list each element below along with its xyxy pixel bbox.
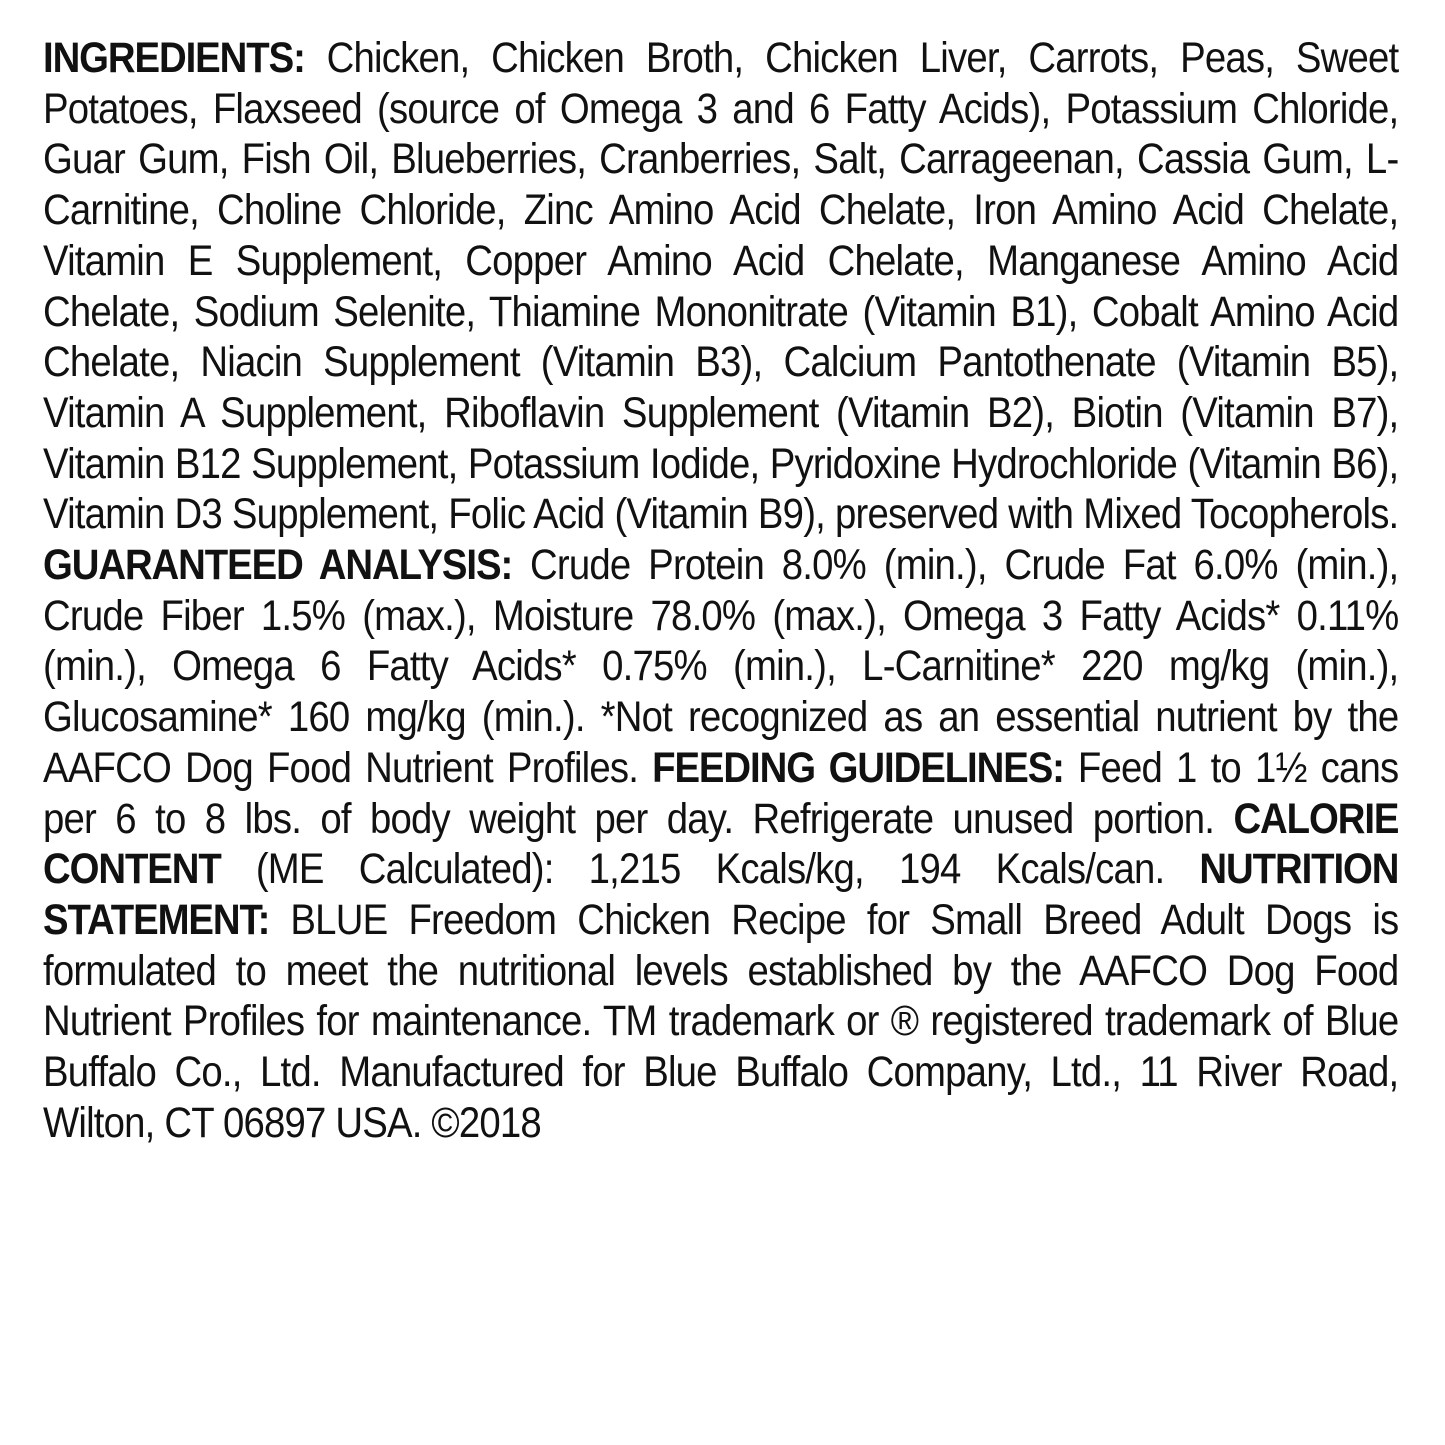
guaranteed-analysis-heading: GUARANTEED ANALYSIS: [43,541,513,590]
ingredients-text: Chicken, Chicken Broth, Chicken Liver, Carrots, Peas, Sweet Potatoes, Flaxseed (source of Omega 3 and 6 Fatty Acids), Potassium Chloride, Guar Gum, Fish Oil, Blueberries, Cranberries, Salt, Carrageenan, Cassia Gum, L-Carnitine, Choline Chloride, Zinc Amino Acid Chelate, Iron Amino Acid Chelate, Vitamin E Supplement, Copper Amino Acid Chelate, Manganese Amino Acid Chelate, Sodium Selenite, Thiamine Mononitrate (Vitamin B1), Cobalt Amino Acid Chelate, Niacin Supplement (Vitamin B3), Calcium Pantothenate (Vitamin B5), Vitamin A Supplement, Riboflavin Supplement (Vitamin B2), Biotin (Vitamin B7), Vitamin B12 Supplement, Potassium Iodide, Pyridoxine Hydrochloride (Vitamin B6), Vitamin D3 Supplement, Folic Acid (Vitamin B9), preserved with Mixed Tocopherols. [43,34,1399,539]
nutrition-statement-text: BLUE Freedom Chicken Recipe for Small Breed Adult Dogs is formulated to meet the nutritional levels established by the AAFCO Dog Food Nutrient Profiles for maintenance. TM trademark or ® registered trademark of Blue Buffalo Co., Ltd. Manufactured for Blue Buffalo Company, Ltd., 11 River Road, Wilton, CT 06897 USA. ©2018 [43,895,1399,1147]
guaranteed-analysis-text: Crude Protein 8.0% (min.), Crude Fat 6.0% (min.), Crude Fiber 1.5% (max.), Moisture 78.0% (max.), Omega 3 Fatty Acids* 0.11% (min.), Omega 6 Fatty Acids* 0.75% (min.), L-Carnitine* 220 mg/kg (min.), Glucosamine* 160 mg/kg (min.). *Not recognized as an essential nutrient by the AAFCO Dog Food Nutrient Profiles. [43,541,1399,792]
calorie-content-text: (ME Calculated): 1,215 Kcals/kg, 194 Kcals/can. [220,845,1200,894]
feeding-guidelines-heading: FEEDING GUIDELINES: [652,743,1064,792]
feeding-guidelines-text: Feed 1 to 1½ cans per 6 to 8 lbs. of body weight per day. Refrigerate unused portion. [43,743,1399,843]
pet-food-label-text [43,33,1398,1148]
calorie-content-heading: CALORIE CONTENT [43,794,1399,894]
nutrition-statement-heading: NUTRITION STATEMENT: [43,845,1399,944]
ingredients-heading: INGREDIENTS: [43,34,305,82]
